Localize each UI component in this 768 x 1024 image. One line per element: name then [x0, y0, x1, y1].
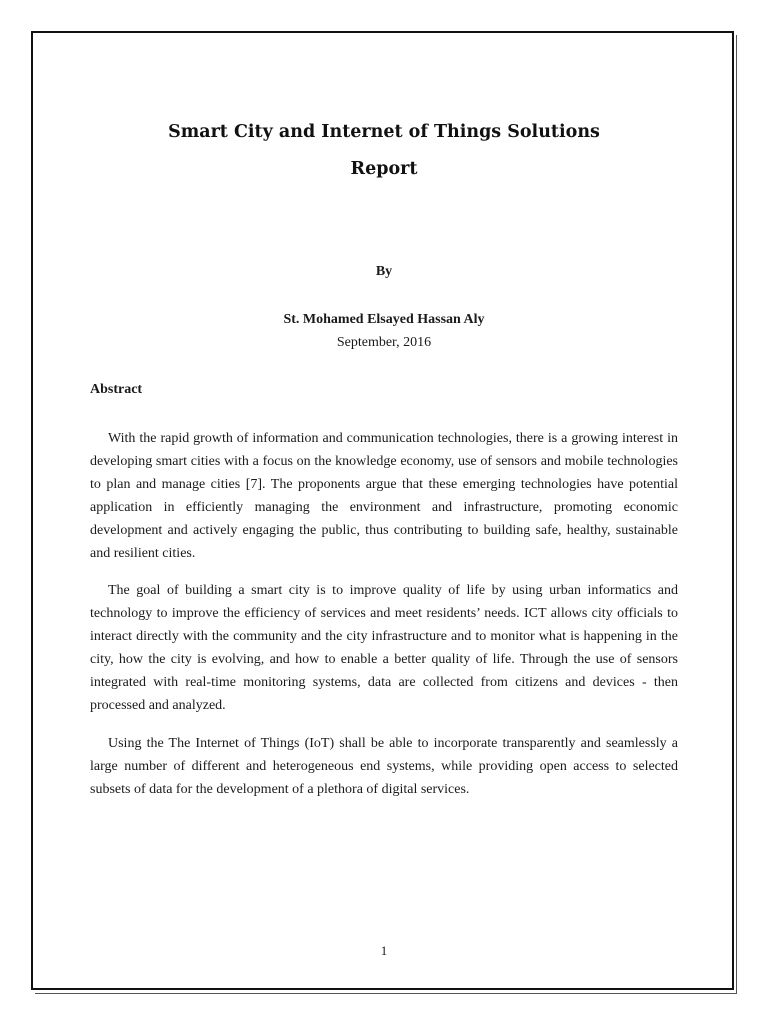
- by-label: By: [375, 264, 393, 279]
- page-border-shadow-bottom: [35, 993, 736, 994]
- abstract-paragraph-3: Using the The Internet of Things (IoT) shall be able to incorporate transparently and seamlessly a large number of different and heterogeneous end systems, while providing open access to selected subsets of data for the development of a plethora of digital services.: [90, 736, 678, 797]
- abstract-paragraph-2: The goal of building a smart city is to improve quality of life by using urban informatics and technology to improve the efficiency of services and meet residents’ needs. ICT allows city officials to interact directly with the community and the city infrastructure and to monitor what is happening in the city, how the city is evolving, and how to enable a better quality of life. Through the use of sensors integrated with real-time monitoring systems, data are collected from citizens and devices - then processed and analyzed.: [90, 583, 678, 713]
- document-title-subtitle: Report: [350, 159, 418, 179]
- abstract-heading: Abstract: [90, 382, 143, 397]
- abstract-paragraph-1: With the rapid growth of information and communication technologies, there is a growing interest in developing smart cities with a focus on the knowledge economy, use of sensors and mobile technologies to plan and manage cities [7]. The proponents argue that these emerging technologies have potential application in efficiently managing the environment and infrastructure, promoting economic development and actively engaging the public, thus contributing to building safe, healthy, sustainable and resilient cities.: [90, 431, 678, 561]
- document-date: September, 2016: [336, 335, 432, 350]
- author-name: St. Mohamed Elsayed Hassan Aly: [283, 312, 485, 327]
- page-number: 1: [380, 943, 388, 958]
- document-title: Smart City and Internet of Things Solutions: [168, 122, 600, 142]
